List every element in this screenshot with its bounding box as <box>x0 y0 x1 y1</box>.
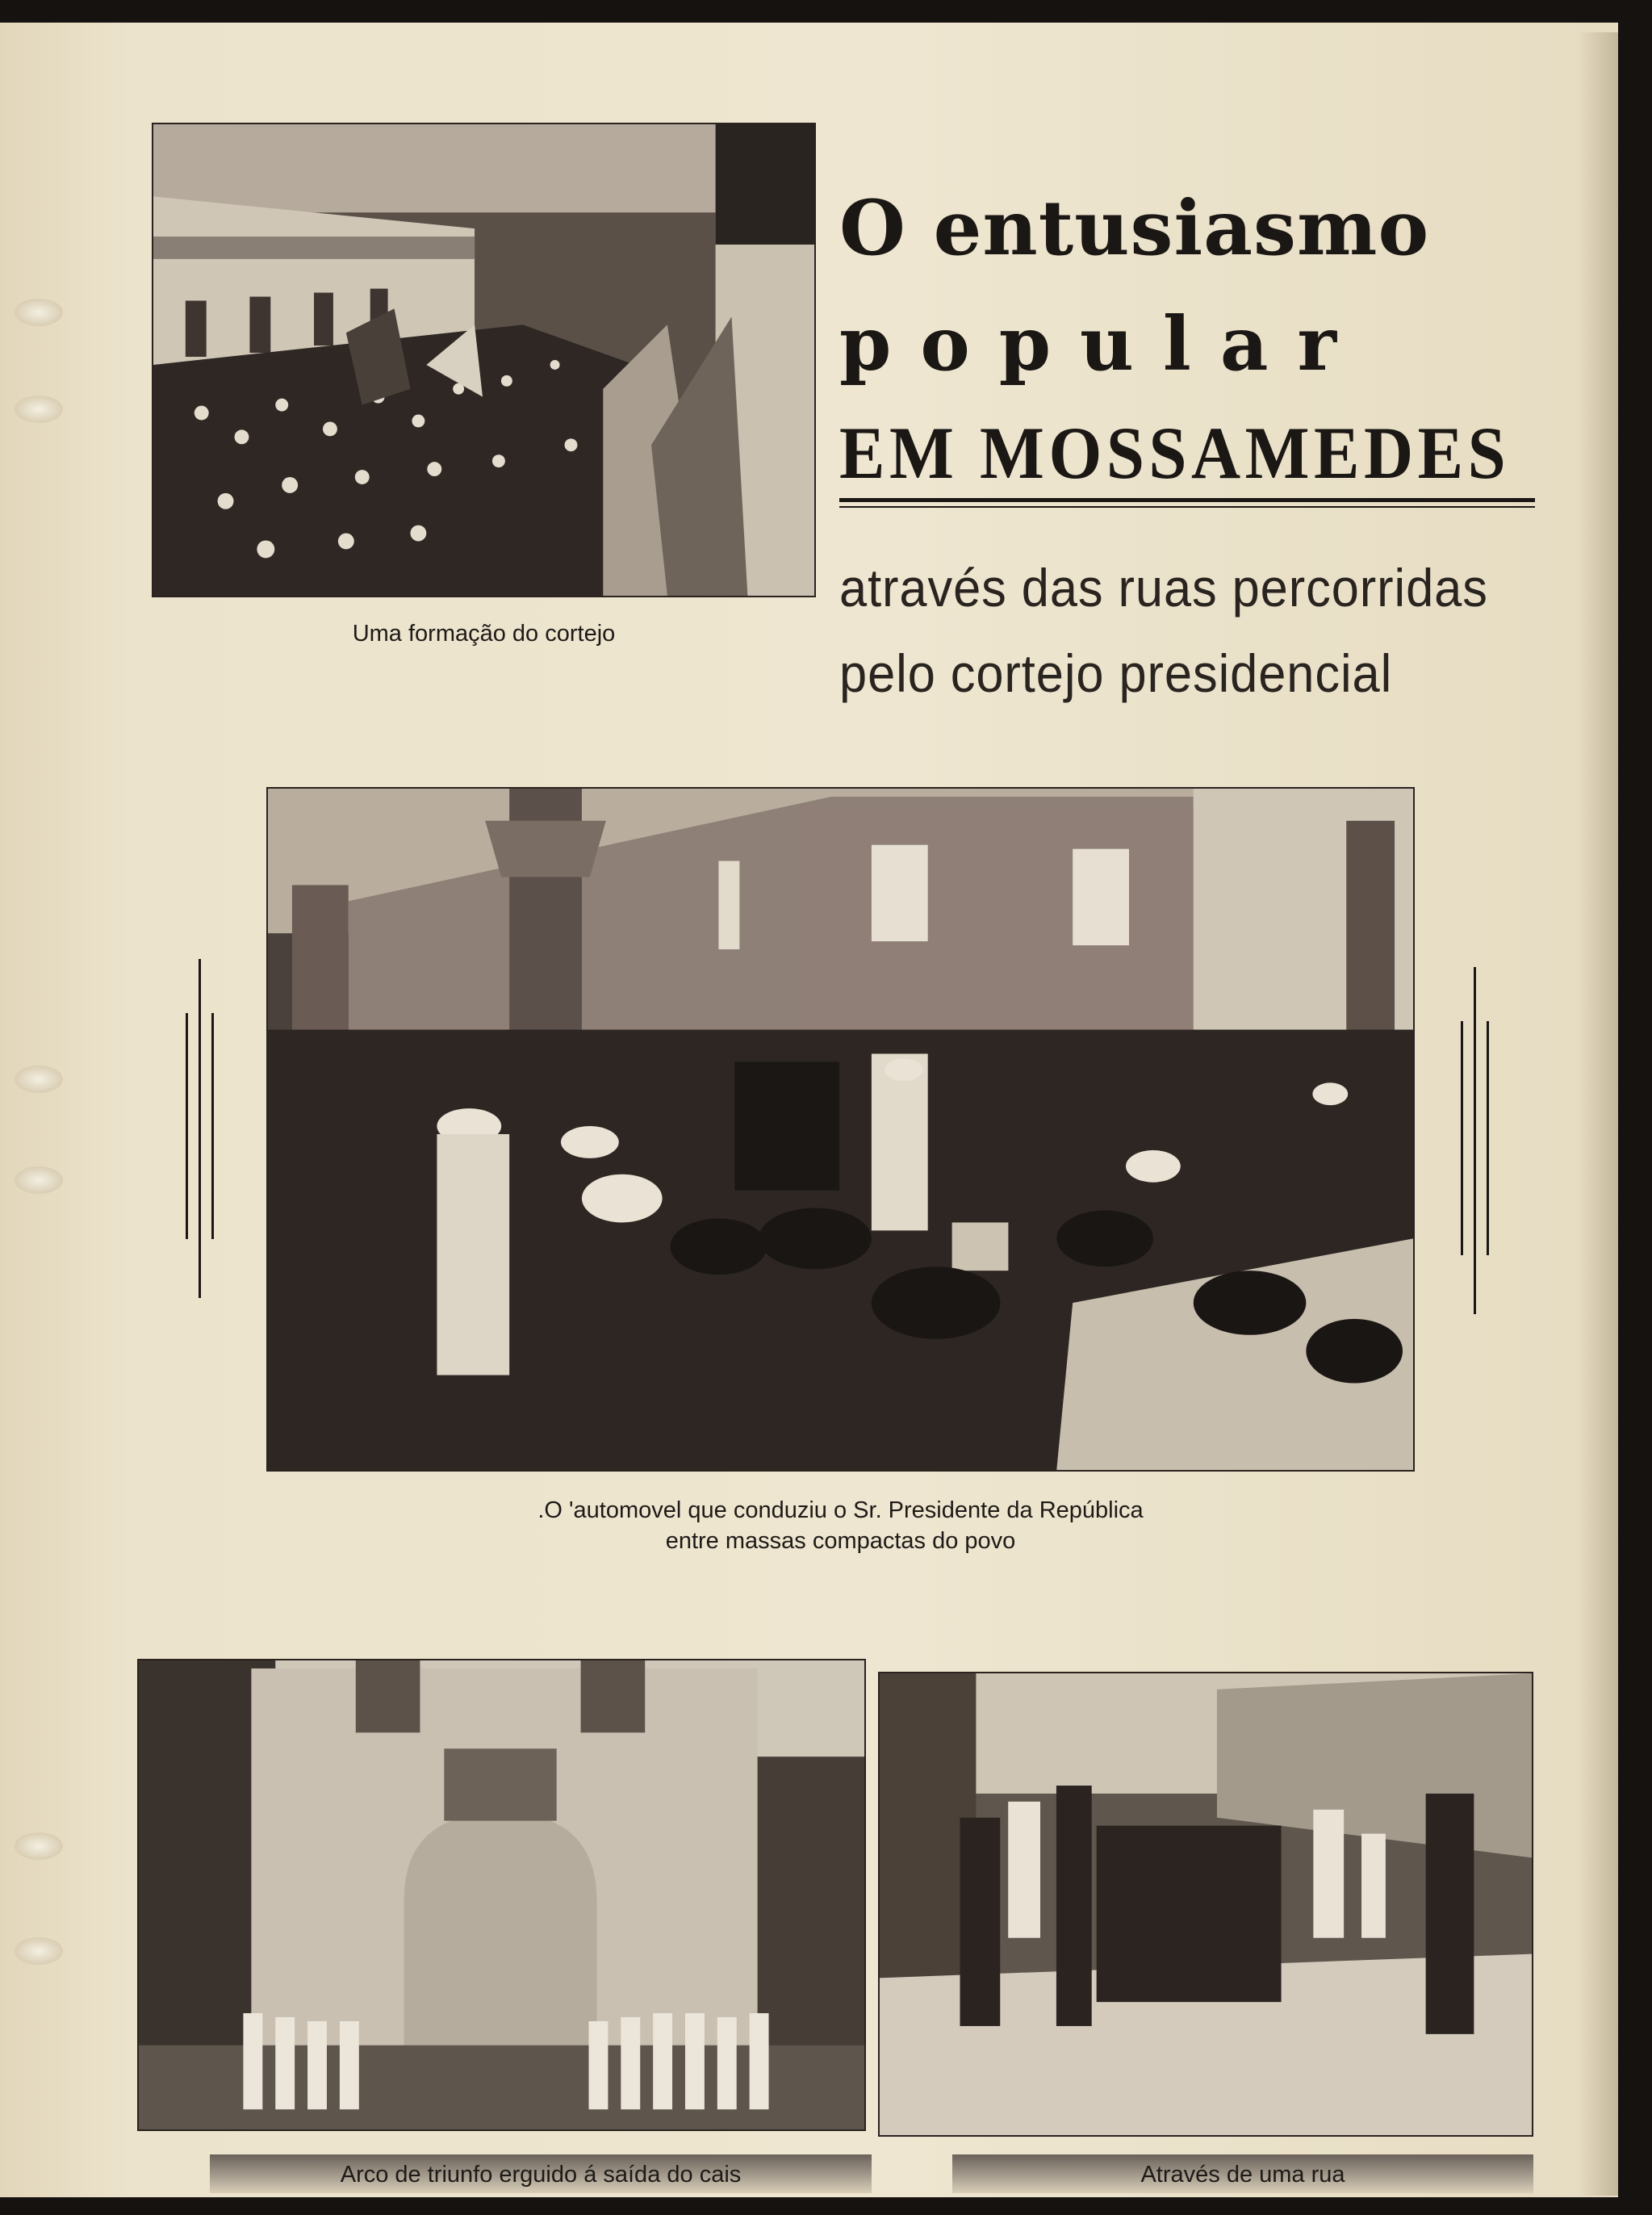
subtitle-line-1: através das ruas percorridas <box>839 558 1488 618</box>
decorative-line <box>1474 967 1476 1314</box>
headline-line-3: EM MOSSAMEDES <box>839 412 1511 494</box>
headline-rule-thin <box>839 506 1535 508</box>
caption-through-a-street: Através de uma rua <box>952 2154 1533 2193</box>
decorative-line <box>211 1013 214 1239</box>
photo-procession-formation <box>152 123 816 597</box>
headline-line-2: popular <box>839 300 1366 387</box>
decorative-line <box>1487 1021 1489 1255</box>
headline-line-1: O entusiasmo <box>839 184 1430 273</box>
binding-hole <box>15 396 63 423</box>
subtitle-line-2: pelo cortejo presidencial <box>839 643 1393 703</box>
decorative-line <box>1461 1021 1463 1255</box>
caption-procession-formation: Uma formação do cortejo <box>352 621 616 647</box>
headline-rule-thick <box>839 498 1535 502</box>
paper-edge-shadow <box>1578 32 1618 2196</box>
photo-through-a-street <box>878 1672 1533 2137</box>
photo-triumphal-arch <box>137 1659 866 2131</box>
caption-presidential-car-line-2: entre massas compactas do povo <box>665 1528 1016 1554</box>
decorative-line <box>186 1013 188 1239</box>
scan-background-bottom <box>0 2197 1652 2215</box>
binding-hole <box>15 1166 63 1194</box>
binding-hole <box>15 1937 63 1965</box>
scan-background-top <box>0 0 1652 23</box>
caption-presidential-car-line-1: .O 'automovel que conduziu o Sr. Presidente da República <box>537 1497 1144 1523</box>
scan-background-right <box>1618 0 1652 2215</box>
decorative-line <box>199 959 201 1298</box>
photo-presidential-car <box>266 787 1415 1472</box>
binding-hole <box>15 1066 63 1093</box>
binding-hole <box>15 299 63 326</box>
binding-hole <box>15 1832 63 1860</box>
caption-triumphal-arch: Arco de triunfo erguido á saída do cais <box>210 2154 872 2193</box>
